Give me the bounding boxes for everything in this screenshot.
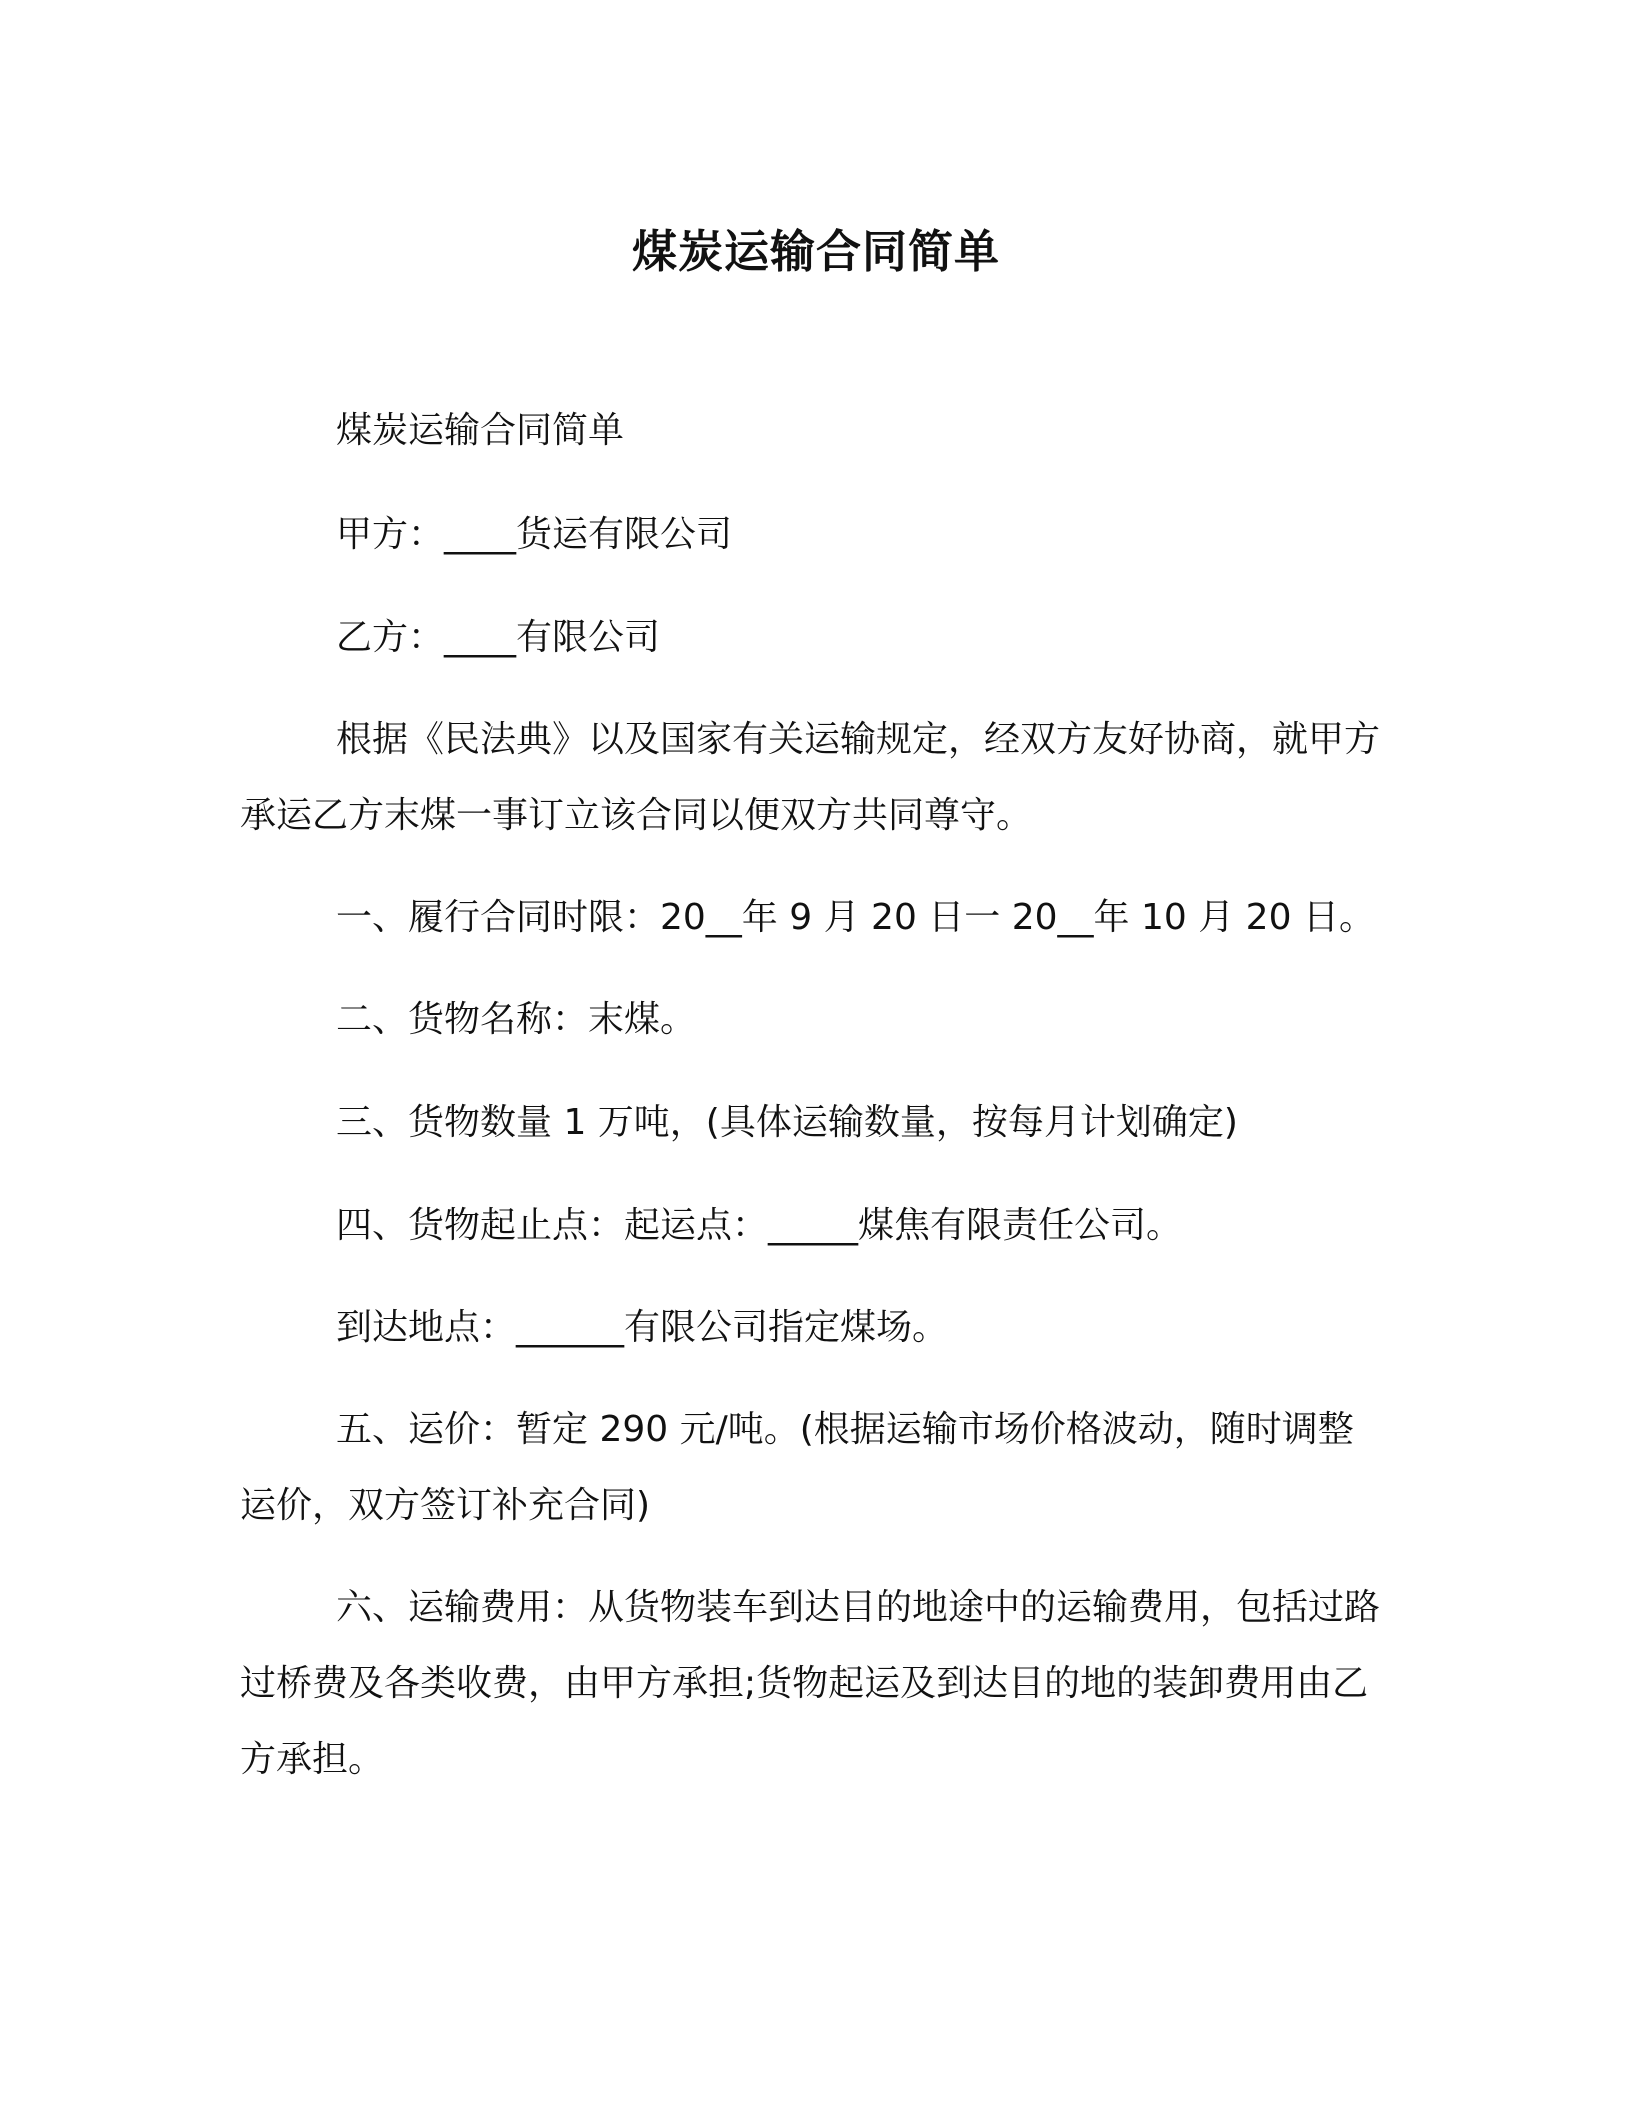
paragraph-clause-1-term: 一、履行合同时限：20__年 9 月 20 日一 20__年 10 月 20 日。 [336, 897, 1375, 938]
paragraph-clause-6-fees: 六、运输费用：从货物装车到达目的地途中的运输费用，包括过路过桥费及各类收费，由甲方承担;货物起运及到达目的地的装卸费用由乙方承担。 [240, 1587, 1381, 1780]
paragraph-preamble: 根据《民法典》以及国家有关运输规定，经双方友好协商，就甲方承运乙方末煤一事订立该合同以便双方共同尊守。 [240, 719, 1381, 836]
paragraph-clause-4-origin: 四、货物起止点：起运点：_____煤焦有限责任公司。 [336, 1205, 1183, 1246]
paragraph-clause-4-destination: 到达地点：______有限公司指定煤场。 [336, 1307, 949, 1348]
paragraph-party-a: 甲方：____货运有限公司 [336, 514, 733, 555]
paragraph-clause-2-goods-name: 二、货物名称：末煤。 [336, 999, 697, 1040]
paragraph-clause-5-price: 五、运价：暂定 290 元/吨。(根据运输市场价格波动，随时调整运价，双方签订补充合同) [240, 1409, 1354, 1526]
paragraph-subtitle: 煤炭运输合同简单 [336, 410, 625, 451]
document-title: 煤炭运输合同简单 [631, 225, 1000, 278]
paragraph-clause-3-quantity: 三、货物数量 1 万吨，(具体运输数量，按每月计划确定) [336, 1102, 1238, 1143]
paragraph-party-b: 乙方：____有限公司 [336, 617, 661, 658]
